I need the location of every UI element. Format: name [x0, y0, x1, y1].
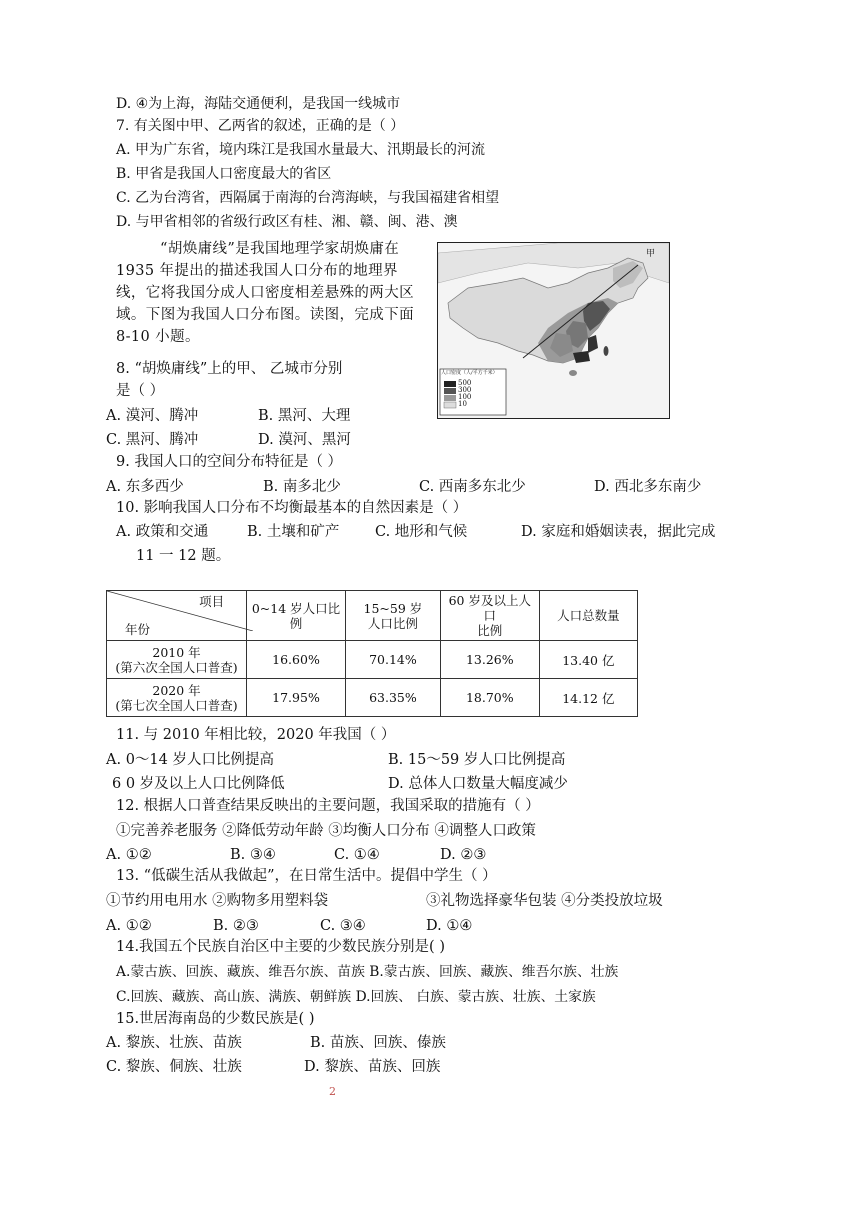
col-header: 人口总数量 [539, 591, 637, 641]
q13-option-c: C. ③④ [320, 918, 366, 934]
year-label: 2020 年 [152, 682, 201, 698]
table-cell: 13.26% [440, 641, 539, 679]
q11-option-a: A. 0～14 岁人口比例提高 [106, 752, 274, 768]
col-header [440, 591, 539, 641]
year-label: 2010 年 [152, 644, 201, 660]
q9-option-a: A. 东多西少 [106, 479, 184, 495]
q10-option-a: A. 政策和交通 [116, 524, 209, 540]
q10-option-d: D. 家庭和婚姻读表，据此完成 [521, 524, 716, 540]
q8-option-b: B. 黑河、大理 [258, 408, 351, 424]
table-cell: 63.35% [345, 679, 440, 717]
q12-option-d: D. ②③ [440, 847, 487, 863]
q13-items: ③礼物选择豪华包装 ④分类投放垃圾 [426, 893, 663, 909]
table-corner [107, 591, 247, 641]
hu-line-intro [116, 238, 428, 348]
population-density-map [437, 242, 670, 419]
col-header-line: 15~59 岁 [363, 600, 423, 616]
q8-option-c: C. 黑河、腾冲 [106, 432, 199, 448]
label-jia: 甲 [646, 249, 656, 259]
q7-stem: 7. 有关图中甲、乙两省的叙述，正确的是（ ） [116, 118, 405, 134]
q13-option-a: A. ①② [106, 918, 152, 934]
table-cell: 14.12 亿 [539, 679, 637, 717]
q12-option-b: B. ③④ [230, 847, 276, 863]
corner-bottom: 年份 [125, 622, 151, 637]
legend-value: 100 [458, 393, 472, 401]
q10-option-c: C. 地形和气候 [375, 524, 468, 540]
table-header-row [107, 591, 638, 641]
q12-items: ①完善养老服务 ②降低劳动年龄 ③均衡人口分布 ④调整人口政策 [116, 823, 536, 839]
q14-options-cd: C.回族、藏族、高山族、满族、朝鲜族 D.回族、 白族、蒙古族、壮族、土家族 [116, 989, 596, 1005]
legend-title: 人口密度（人/平方千米） [441, 370, 498, 376]
q7-option-d: D. 与甲省相邻的省级行政区有桂、湘、赣、闽、港、澳 [116, 214, 458, 230]
q8-stem: 8. “胡焕庸线”上的甲、 乙城市分别 [116, 361, 343, 377]
q13-items: ①节约用电用水 ②购物多用塑料袋 [106, 893, 329, 909]
page-number: 2 [329, 1085, 336, 1098]
intro-line: 域。下图为我国人口分布图。读图，完成下面 [116, 307, 414, 323]
q15-option-b: B. 苗族、回族、傣族 [310, 1035, 446, 1051]
q8-stem-cont: 是（ ） [116, 383, 165, 399]
legend-value: 10 [458, 400, 467, 408]
table-cell: 18.70% [440, 679, 539, 717]
table-row [107, 679, 638, 717]
row-year [107, 679, 247, 717]
q6-option-d: D. ④为上海，海陆交通便利，是我国一线城市 [116, 96, 401, 112]
q14-options-ab: A.蒙古族、回族、藏族、维吾尔族、苗族 B.蒙古族、回族、藏族、维吾尔族、壮族 [116, 964, 619, 980]
col-header-line: 比例 [477, 623, 503, 638]
q13-option-b: B. ②③ [213, 918, 259, 934]
q12-stem: 12. 根据人口普查结果反映出的主要问题，我国采取的措施有（ ） [116, 798, 540, 814]
q8-option-a: A. 漠河、腾冲 [106, 408, 199, 424]
q10-option-b: B. 土壤和矿产 [247, 524, 340, 540]
intro-line: 8-10 小题。 [116, 329, 200, 345]
q11-stem: 11. 与 2010 年相比较，2020 年我国（ ） [116, 727, 396, 743]
col-header-line: 人口比例 [367, 615, 418, 631]
q7-option-c: C. 乙为台湾省，西隔属于南海的台湾海峡，与我国福建省相望 [116, 190, 500, 206]
col-header [345, 591, 440, 641]
col-header-line: 60 岁及以上人口 [448, 593, 531, 623]
map-graphic [438, 243, 669, 418]
year-note: (第六次全国人口普查) [115, 659, 238, 675]
q13-option-d: D. ①④ [426, 918, 473, 934]
q13-stem: 13. “低碳生活从我做起”，在日常生活中。提倡中学生（ ） [116, 868, 497, 884]
q11-option-b: B. 15～59 岁人口比例提高 [388, 752, 566, 768]
q11-option-c: 6 0 岁及以上人口比例降低 [112, 776, 285, 792]
q11-option-d: D. 总体人口数量大幅度减少 [388, 776, 568, 792]
q15-option-c: C. 黎族、侗族、壮族 [106, 1059, 242, 1075]
q15-option-d: D. 黎族、苗族、回族 [304, 1059, 441, 1075]
q15-stem: 15.世居海南岛的少数民族是( ) [116, 1011, 315, 1027]
row-year [107, 641, 247, 679]
col-header: 0~14 岁人口比例 [247, 591, 346, 641]
q8-option-d: D. 漠河、黑河 [258, 432, 351, 448]
table-cell: 16.60% [247, 641, 346, 679]
q9-stem: 9. 我国人口的空间分布特征是（ ） [116, 454, 343, 470]
q7-option-b: B. 甲省是我国人口密度最大的省区 [116, 166, 332, 182]
legend-value: 300 [458, 386, 472, 394]
q9-option-d: D. 西北多东南少 [594, 479, 702, 495]
q15-option-a: A. 黎族、壮族、苗族 [106, 1035, 242, 1051]
q7-option-a: A. 甲为广东省，境内珠江是我国水量最大、汛期最长的河流 [116, 142, 486, 158]
q10-stem: 10. 影响我国人口分布不均衡最基本的自然因素是（ ） [116, 500, 468, 516]
q12-option-a: A. ①② [106, 847, 152, 863]
q9-option-b: B. 南多北少 [263, 479, 341, 495]
table-cell: 70.14% [345, 641, 440, 679]
q9-option-c: C. 西南多东北少 [419, 479, 526, 495]
q10-continuation: 11 一 12 题。 [136, 548, 231, 564]
q14-stem: 14.我国五个民族自治区中主要的少数民族分别是( ) [116, 939, 445, 955]
intro-line: 1935 年提出的描述我国人口分布的地理界 [116, 263, 398, 279]
year-note: (第七次全国人口普查) [115, 697, 238, 713]
census-table [106, 590, 638, 717]
corner-top: 项目 [199, 594, 225, 609]
table-row [107, 641, 638, 679]
q12-option-c: C. ①④ [334, 847, 380, 863]
table-cell: 13.40 亿 [539, 641, 637, 679]
intro-line: “胡焕庸线”是我国地理学家胡焕庸在 [160, 241, 400, 257]
intro-line: 线，它将我国分成人口密度相差悬殊的两大区 [116, 285, 414, 301]
legend-value: 500 [458, 379, 472, 387]
table-cell: 17.95% [247, 679, 346, 717]
